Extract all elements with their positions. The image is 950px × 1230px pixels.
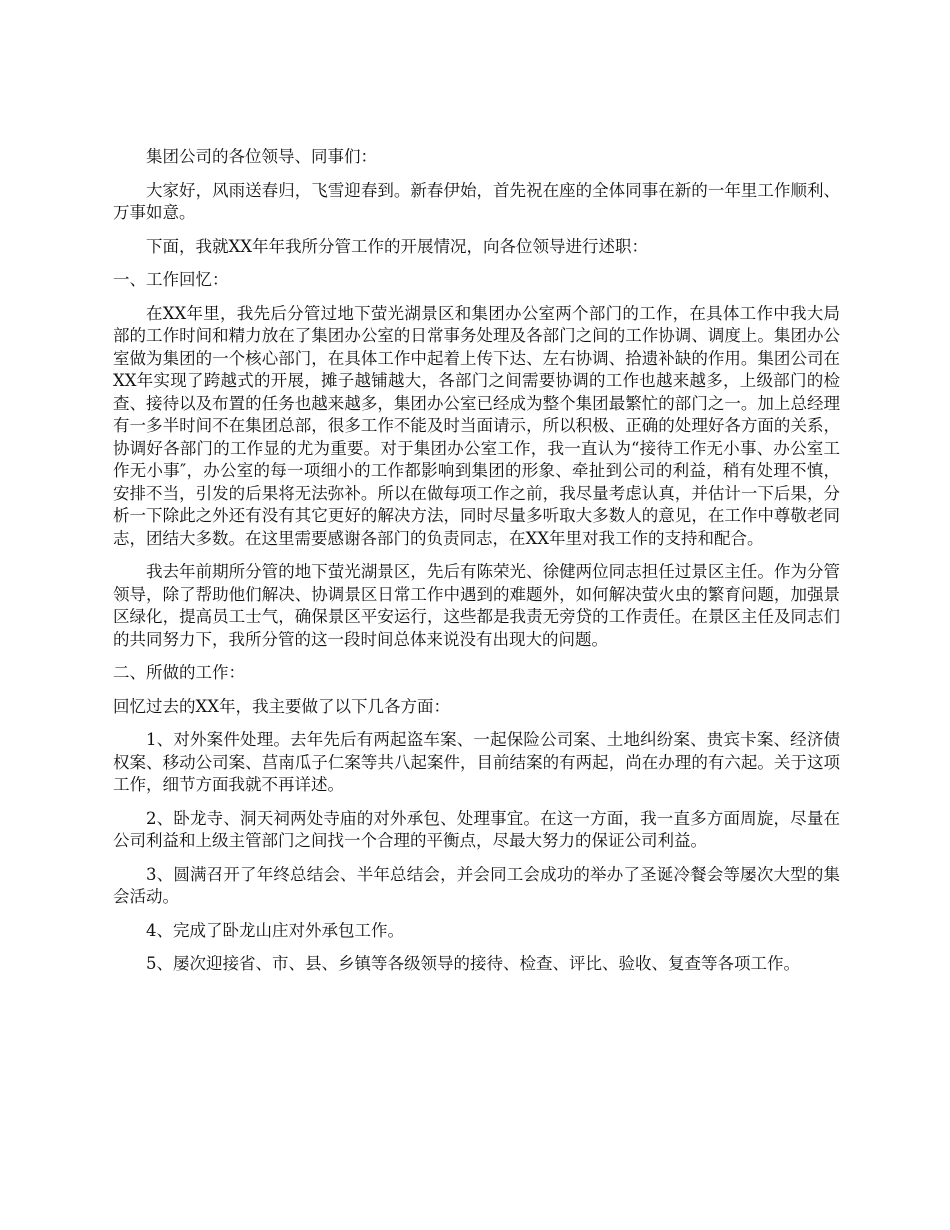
list-item: 1、对外案件处理。去年先后有两起盗车案、一起保险公司案、土地纠纷案、贵宾卡案、经济债权案、移动公司案、莒南瓜子仁案等共八起案件，目前结案的有两起，尚在办理的有六起。关于这项工作，细节方面我就不再详述。: [113, 730, 840, 794]
review-paragraph-1: 在XX年里，我先后分管过地下萤光湖景区和集团办公室两个部门的工作，在具体工作中我大局部的工作时间和精力放在了集团办公室的日常事务处理及各部门之间的工作协调、调度上。集团办公室做为集团的一个核心部门，在具体工作中起着上传下达、左右协调、拾遗补缺的作用。集团公司在XX年实现了跨越式的开展，摊子越铺越大，各部门之间需要协调的工作也越来越多，上级部门的检查、接待以及布置的任务也越来越多，集团办公室已经成为整个集团最繁忙的部门之一。加上总经理有一多半时间不在集团总部，很多工作不能及时当面请示，所以积极、正确的处理好各方面的关系，协调好各部门的工作显的尤为重要。对于集团办公室工作，我一直认为“接待工作无小事、办公室工作无小事″，办公室的每一项细小的工作都影响到集团的形象、牵扯到公司的利益，稍有处理不慎，安排不当，引发的后果将无法弥补。所以在做每项工作之前，我尽量考虑认真，并估计一下后果，分析一下除此之外还有没有其它更好的解决方法，同时尽量多听取大多数人的意见，在工作中尊敬老同志，团结大多数。在这里需要感谢各部门的负责同志，在XX年里对我工作的支持和配合。: [113, 303, 840, 548]
list-item: 2、卧龙寺、洞天祠两处寺庙的对外承包、处理事宜。在这一方面，我一直多方面周旋，尽量在公司利益和上级主管部门之间找一个合理的平衡点，尽最大努力的保证公司利益。: [113, 808, 840, 850]
greeting: 集团公司的各位领导、同事们：: [146, 147, 377, 166]
section-heading-work-done: 二、所做的工作：: [113, 663, 245, 682]
document-page: [113, 146, 840, 987]
review-paragraph-2: 我去年前期所分管的地下萤光湖景区，先后有陈荣光、徐健两位同志担任过景区主任。作为分管领导，除了帮助他们解决、协调景区日常工作中遇到的难题外，如何解决萤火虫的繁育问题，加强景区绿化，提高员工士气，确保景区平安运行，这些都是我责无旁贷的工作责任。在景区主任及同志们的共同努力下，我所分管的这一段时间总体来说没有出现大的问题。: [113, 562, 840, 649]
intro-paragraph: 下面，我就XX年年我所分管工作的开展情况，向各位领导进行述职：: [146, 236, 648, 256]
section-heading-review: 一、工作回忆：: [113, 270, 229, 289]
list-item: 4、完成了卧龙山庄对外承包工作。: [146, 920, 404, 940]
work-done-intro: 回忆过去的XX年，我主要做了以下几各方面：: [113, 696, 450, 716]
opening-paragraph: 大家好，风雨送春归，飞雪迎春到。新春伊始，首先祝在座的全体同事在新的一年里工作顺利、万事如意。: [113, 180, 840, 222]
list-item: 3、圆满召开了年终总结会、半年总结会，并会同工会成功的举办了圣诞冷餐会等屡次大型的集会活动。: [113, 864, 840, 906]
list-item: 5、屡次迎接省、市、县、乡镇等各级领导的接待、检查、评比、验收、复查等各项工作。: [146, 954, 800, 973]
